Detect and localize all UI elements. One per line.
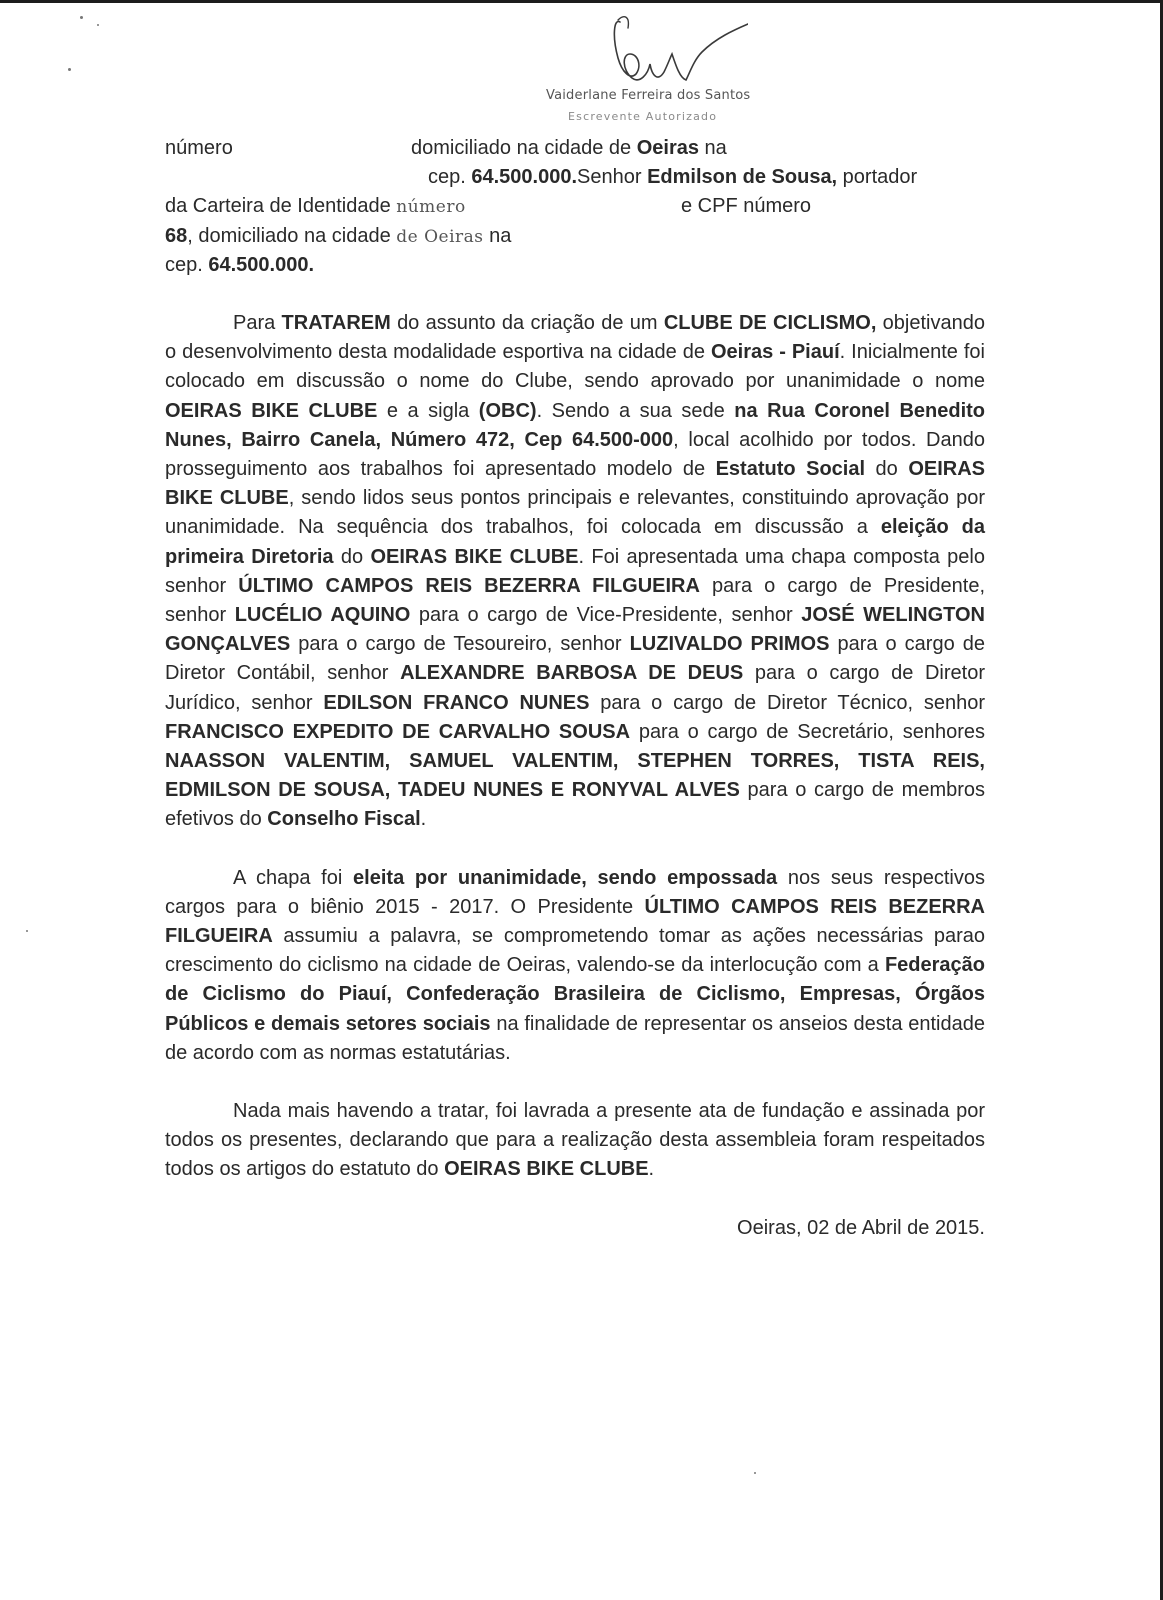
date-line: Oeiras, 02 de Abril de 2015. <box>737 1216 985 1239</box>
scan-speck <box>68 68 71 71</box>
header-line-4: 68, domiciliado na cidade de Oeiras na <box>165 222 511 252</box>
scan-speck <box>97 24 99 26</box>
page-border-top <box>0 0 1163 3</box>
scan-speck <box>26 930 28 932</box>
stamp-role: Escrevente Autorizado <box>568 110 718 123</box>
paragraph-election: A chapa foi eleita por unanimidade, sendo empossada nos seus respectivos cargos para o biênio 2015 - 2017. O Presidente ÚLTIMO CAMPOS REIS BEZERRA FILGUEIRA assumiu a palavra, se comprometendo tomar as ações necessárias parao crescimento do ciclismo na cidade de Oeiras, valendo-se da interlocução com a Federação de Ciclismo do Piauí, Confederação Brasileira de Ciclismo, Empresas, Órgãos Públicos e demais setores sociais na finalidade de representar os anseios desta entidade de acordo com as normas estatutárias. <box>165 866 986 1064</box>
header-line-2: cep. 64.500.000.Senhor Edmilson de Sousa, portador <box>428 166 918 188</box>
header-line-1b: domiciliado na cidade de Oeiras na <box>411 137 727 159</box>
paragraph-assembly: Para TRATAREM do assunto da criação de um CLUBE DE CICLISMO, objetivando o desenvolvimento desta modalidade esportiva na cidade de Oeiras - Piauí. Inicialmente foi colocado em discussão o nome do Clube, sendo aprovado por unanimidade o nome OEIRAS BIKE CLUBE e a sigla (OBC). Sendo a sua sede na Rua Coronel Benedito Nunes, Bairro Canela, Número 472, Cep 64.500-000, local acolhido por todos. Dando prosseguimento aos trabalhos foi apresentado modelo de Estatuto Social do OEIRAS BIKE CLUBE, sendo lidos seus pontos principais e relevantes, constituindo aprovação por unanimidade. Na sequência dos trabalhos, foi colocada em discussão a eleição da primeira Diretoria do OEIRAS BIKE CLUBE. Foi apresentada uma chapa composta pelo senhor ÚLTIMO CAMPOS REIS BEZERRA FILGUEIRA para o cargo de Presidente, senhor LUCÉLIO AQUINO para o cargo de Vice-Presidente, senhor JOSÉ WELINGTON GONÇALVES para o cargo de Tesoureiro, senhor LUZIVALDO PRIMOS para o cargo de Diretor Contábil, senhor ALEXANDRE BARBOSA DE DEUS para o cargo de Diretor Jurídico, senhor EDILSON FRANCO NUNES para o cargo de Diretor Técnico, senhor FRANCISCO EXPEDITO DE CARVALHO SOUSA para o cargo de Secretário, senhores NAASSON VALENTIM, SAMUEL VALENTIM, STEPHEN TORRES, TISTA REIS, EDMILSON DE SOUSA, TADEU NUNES E RONYVAL ALVES para o cargo de membros efetivos do Conselho Fiscal. <box>165 312 986 831</box>
redacted-id-number: número <box>396 197 466 217</box>
signature-icon <box>578 14 748 98</box>
scan-speck <box>80 16 83 19</box>
scan-speck <box>754 1472 756 1474</box>
header-line-3b: e CPF número <box>681 195 812 217</box>
header-line-1a: número <box>165 137 233 159</box>
header-line-3a: da Carteira de Identidade número <box>165 192 466 222</box>
document-body <box>165 134 985 1243</box>
redacted-city: de Oeiras <box>396 227 484 247</box>
stamp-name: Vaiderlane Ferreira dos Santos <box>546 88 751 103</box>
paragraph-closing: Nada mais havendo a tratar, foi lavrada a presente ata de fundação e assinada por todos os presentes, declarando que para a realização desta assembleia foram respeitados todos os artigos do estatuto do OEIRAS BIKE CLUBE. <box>165 1100 985 1181</box>
notary-stamp <box>538 14 758 134</box>
header-line-5: cep. 64.500.000. <box>165 254 315 276</box>
header-block <box>165 134 985 280</box>
